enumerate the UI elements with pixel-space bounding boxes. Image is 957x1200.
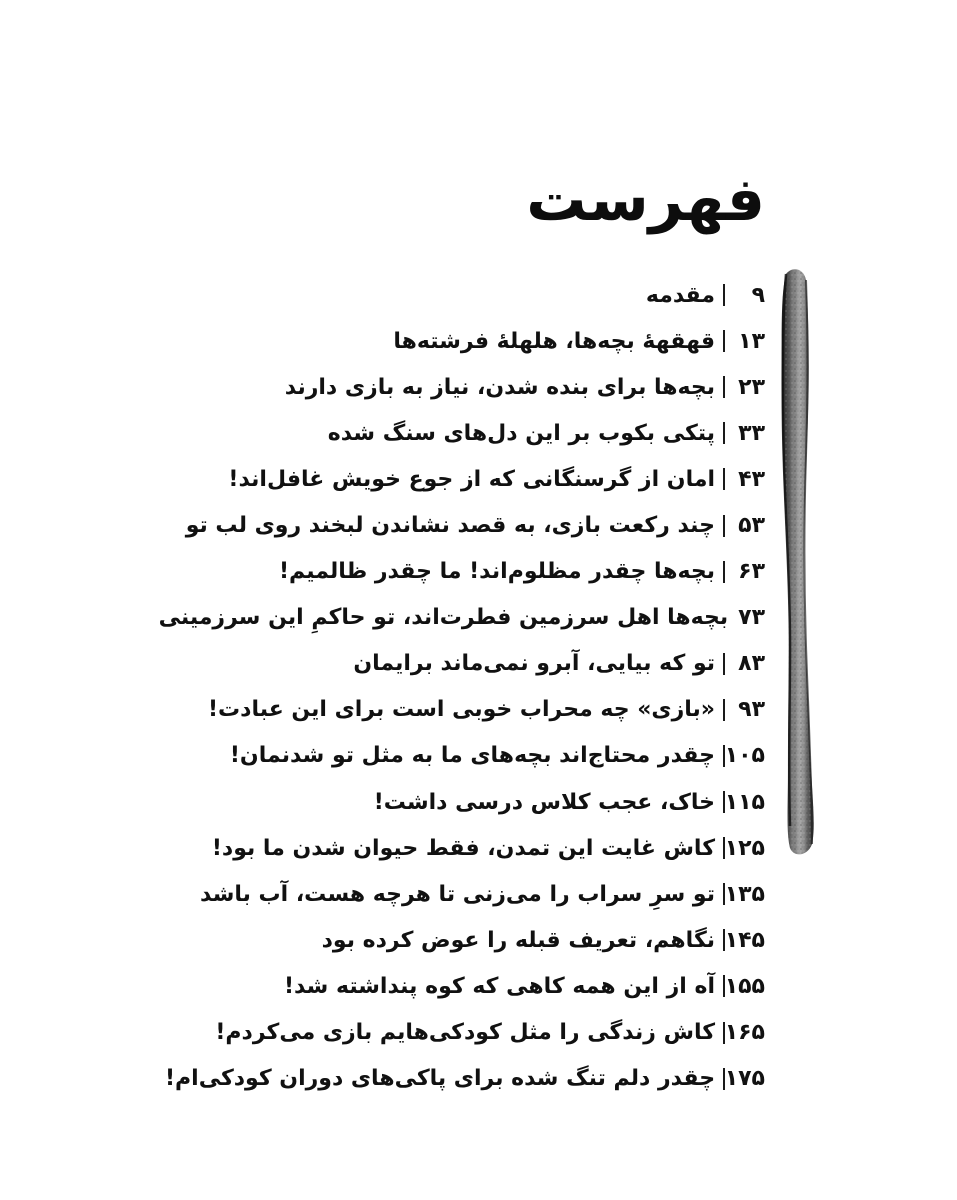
toc-entry: [165, 641, 765, 687]
toc-separator-bar: [723, 330, 725, 352]
toc-entry-title: خاک، عجب کلاس درسی داشت!: [373, 789, 715, 815]
toc-separator-bar: [723, 653, 725, 675]
toc-page-number: ۸۳: [738, 651, 765, 677]
toc-separator-bar: [723, 376, 725, 398]
toc-entry-title: امان از گرسنگانی که از جوع خویش غافل‌اند!: [228, 466, 715, 492]
toc-entry: [158, 595, 765, 641]
toc-entry-title: کاش زندگی را مثل کودکی‌هایم بازی می‌کردم!: [215, 1020, 715, 1046]
toc-entry-title: تو که بیایی، آبرو نمی‌ماند برایمان: [353, 651, 715, 677]
toc-separator-bar: [723, 284, 725, 306]
toc-page-number: ۹۳: [738, 697, 765, 723]
toc-separator-bar: [723, 883, 725, 905]
toc-separator-bar: [723, 1068, 725, 1090]
page-title: فهرست: [526, 165, 765, 235]
toc-separator-bar: [723, 929, 725, 951]
toc-entry-title: چند رکعت بازی، به قصد نشاندن لبخند روی لب تو: [185, 513, 715, 539]
toc-page-number: ۱۶۵: [724, 1020, 765, 1046]
toc-entry-title: نگاهم، تعریف قبله را عوض کرده بود: [321, 927, 715, 953]
toc-entry: [165, 917, 765, 963]
toc-page-number: ۵۳: [738, 513, 765, 539]
toc-page-number: ۱۵۵: [724, 973, 765, 999]
toc-page-number: ۱۴۵: [724, 927, 765, 953]
toc-entry: [165, 871, 765, 917]
toc-entry: [165, 963, 765, 1009]
toc-page-number: ۲۳: [738, 374, 765, 400]
table-of-contents: [158, 272, 765, 1102]
brush-stroke-decoration: [770, 266, 820, 858]
toc-page-number: ۹: [751, 282, 765, 308]
toc-entry: [165, 1056, 765, 1102]
toc-page-number: ۱۳: [738, 328, 765, 354]
toc-entry: [165, 687, 765, 733]
toc-separator-bar: [723, 515, 725, 537]
toc-entry: [165, 364, 765, 410]
toc-entry-title: تو سرِ سراب را می‌زنی تا هرچه هست، آب باشد: [199, 881, 715, 907]
toc-entry: [165, 549, 765, 595]
toc-entry-title: آه از این همه کاهی که کوه پنداشته شد!: [283, 973, 715, 999]
toc-entry-title: «بازی» چه محراب خوبی است برای این عبادت!: [208, 697, 715, 723]
toc-entry: [165, 779, 765, 825]
toc-separator-bar: [723, 791, 725, 813]
toc-entry: [165, 456, 765, 502]
toc-entry-title: چقدر محتاج‌اند بچه‌های ما به مثل تو شدنمان!: [229, 743, 715, 769]
toc-entry-title: بچه‌ها چقدر مظلوم‌اند! ما چقدر ظالمیم!: [278, 559, 715, 585]
toc-page-number: ۱۳۵: [724, 881, 765, 907]
toc-entry: [165, 410, 765, 456]
toc-entry-title: کاش غایت این تمدن، فقط حیوان شدن ما بود!: [211, 835, 715, 861]
toc-entry: [165, 272, 765, 318]
toc-separator-bar: [723, 1022, 725, 1044]
toc-separator-bar: [723, 561, 725, 583]
toc-entry: [165, 502, 765, 548]
toc-page-number: ۳۳: [738, 420, 765, 446]
toc-page-number: ۶۳: [738, 559, 765, 585]
toc-separator-bar: [723, 975, 725, 997]
toc-separator-bar: [723, 422, 725, 444]
toc-entry-title: بچه‌ها برای بنده شدن، نیاز به بازی دارند: [284, 374, 715, 400]
toc-entry-title: چقدر دلم تنگ شده برای پاکی‌های دوران کودکی‌ام!: [165, 1066, 716, 1092]
toc-entry: [165, 318, 765, 364]
toc-separator-bar: [723, 745, 725, 767]
toc-entry-title: مقدمه: [645, 282, 715, 308]
toc-entry: [165, 1010, 765, 1056]
toc-entry-title: قهقههٔ بچه‌ها، هلهلهٔ فرشته‌ها: [393, 328, 715, 354]
toc-page-number: ۱۷۵: [724, 1066, 765, 1092]
toc-entry: [165, 825, 765, 871]
toc-page-number: ۱۱۵: [724, 789, 765, 815]
toc-separator-bar: [723, 837, 725, 859]
toc-page-number: ۴۳: [738, 466, 765, 492]
toc-entry-title: بچه‌ها اهل سرزمین فطرت‌اند، تو حاکمِ این سرزمینی: [158, 605, 729, 631]
toc-page-number: ۱۲۵: [724, 835, 765, 861]
toc-page-number: ۱۰۵: [724, 743, 765, 769]
toc-entry-title: پتکی بکوب بر این دل‌های سنگ شده: [327, 420, 715, 446]
toc-separator-bar: [723, 468, 725, 490]
toc-separator-bar: [723, 699, 725, 721]
toc-entry: [165, 733, 765, 779]
toc-page-number: ۷۳: [738, 605, 765, 631]
